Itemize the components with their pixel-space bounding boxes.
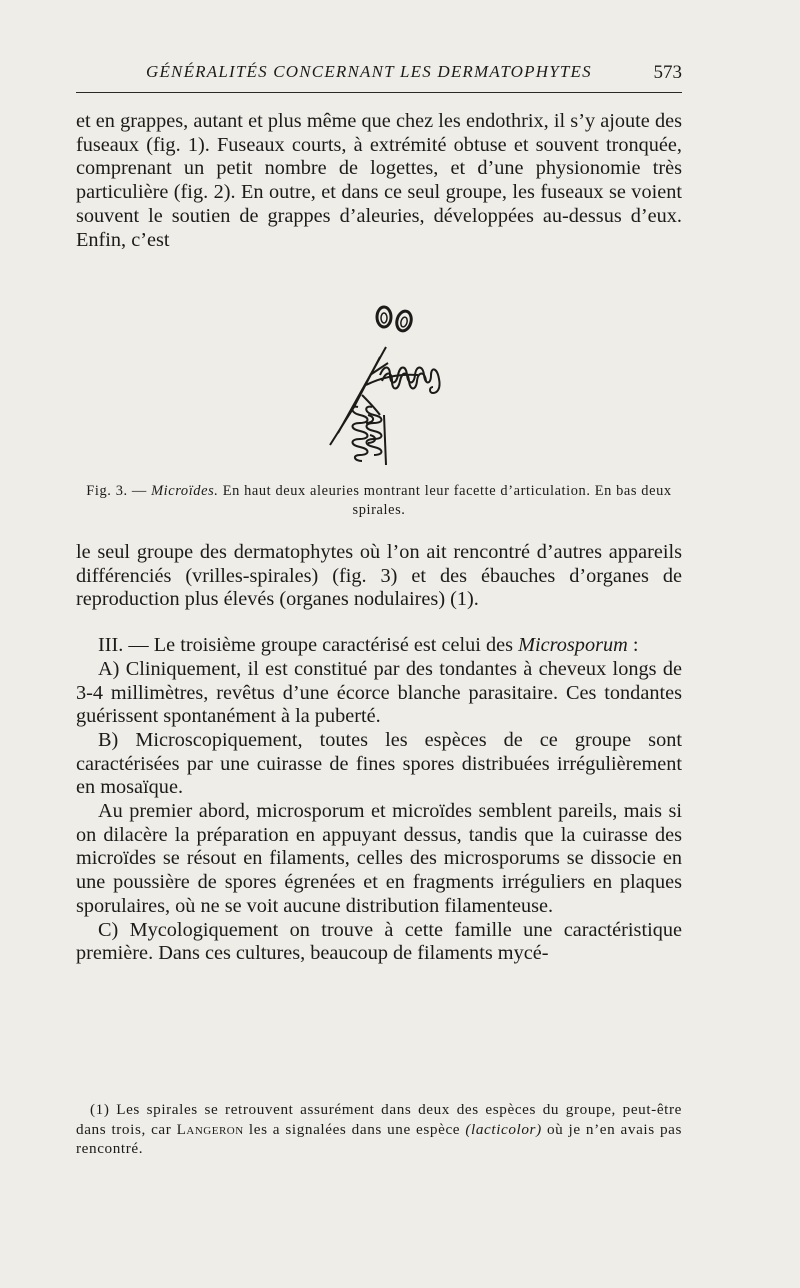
footnote-author: Langeron [176, 1120, 244, 1138]
section-heading-tail: : [627, 634, 639, 657]
spirals-and-aleuries-drawing [300, 295, 460, 470]
page-number: 573 [653, 62, 682, 83]
footnote-lead: (1) Les spirales se retrouvent assurément dans deux des espèces du groupe, peut-être dans trois, car [76, 1101, 682, 1138]
footnote-1 [76, 1100, 682, 1159]
paragraph-A: A) Cliniquement, il est constitué par des tondantes à cheveux longs de 3-4 millimètres, revêtus d’une écorce blanche parasitaire. Ces tondantes guérissent spontanément à la puberté. [76, 657, 682, 728]
caption-italic-title: Microïdes. [151, 483, 219, 499]
running-title: GÉNÉRALITÉS CONCERNANT LES DERMATOPHYTES [146, 62, 592, 81]
spiral-upper [380, 368, 440, 394]
figure-3-caption [76, 482, 682, 520]
main-text-block [76, 541, 682, 966]
figure-3-illustration [300, 295, 460, 470]
footnote-italic: (lacticolor) [465, 1120, 542, 1138]
section-heading-italic: Microsporum [518, 634, 628, 657]
caption-label: Fig. 3. — [86, 483, 152, 499]
paragraph-B: B) Microscopiquement, toutes les espèces de ce groupe sont caractérisées par une cuirasse de fines spores distribuées irrégulièrement en mosaïque. [76, 728, 682, 799]
footnote-mid: les a signalées dans une espèce [243, 1120, 466, 1138]
running-head [76, 58, 682, 93]
paragraph-2: le seul groupe des dermatophytes où l’on ait rencontré d’autres appareils différenciés (vrilles-spirales) (fig. 3) et des ébauches d’organes de reproduction plus élevés (organes nodulaires) (1). [76, 541, 682, 611]
paragraph-1-block [76, 110, 682, 252]
aleurie-left [377, 307, 391, 327]
paragraph-1: et en grappes, autant et plus même que chez les endothrix, il s’y ajoute des fuseaux (fig. 1). Fuseaux courts, à extrémité obtuse et souvent tronquée, comprenant un petit nombre de logettes, et d’une physionomie très particulière (fig. 2). En outre, et dans ce seul groupe, les fuseaux se voient souvent le soutien de grappes d’aleuries, développées au-dessus d’eux. Enfin, c’est [76, 110, 682, 251]
footnote-tail: où je n’en avais pas rencontré. [76, 1120, 683, 1158]
footnote-block [76, 1100, 682, 1159]
section-heading-III [76, 634, 682, 658]
aleurie-right [395, 310, 414, 333]
caption-text: En haut deux aleuries montrant leur facette d’articulation. En bas deux spirales. [218, 483, 672, 518]
spiral-lower [352, 407, 381, 461]
paragraph-C: C) Mycologiquement on trouve à cette famille une caractéristique première. Dans ces cultures, beaucoup de filaments mycé- [76, 918, 682, 965]
paragraph-microsporum: Au premier abord, microsporum et microïdes semblent pareils, mais si on dilacère la préparation en appuyant dessus, tandis que la cuirasse des microïdes se résout en filaments, celles des microsporums se dissocie en une poussière de spores égrenées et en fragments irréguliers en plaques sporulaires, où ne se voit aucune distribution filamenteuse. [76, 800, 682, 917]
section-heading-lead: III. — Le troisième groupe caractérisé est celui des [98, 634, 519, 657]
